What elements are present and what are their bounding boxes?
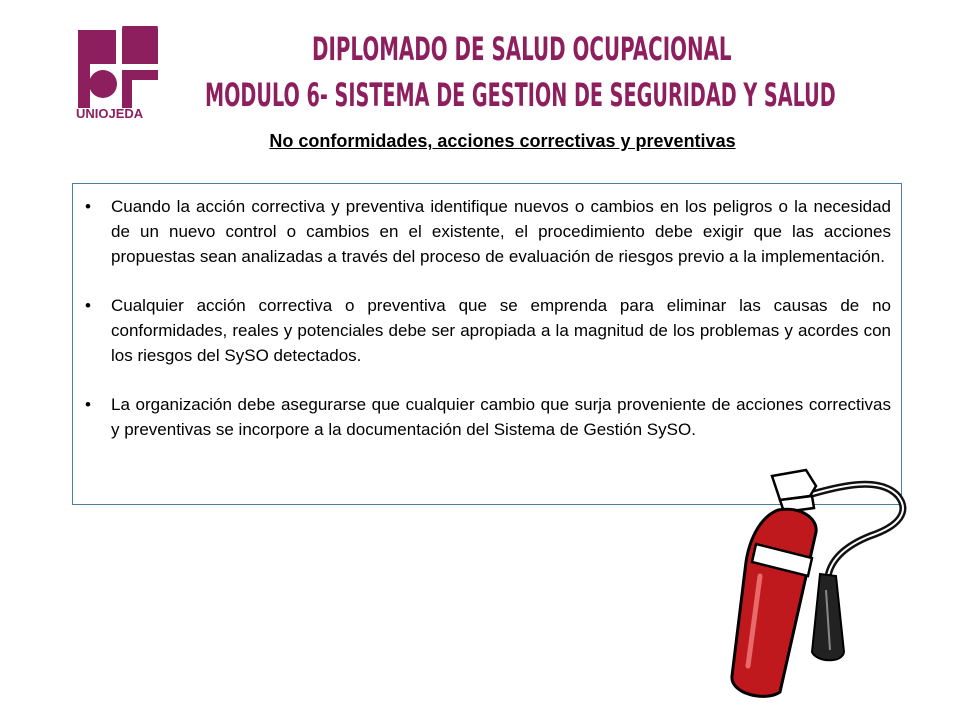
bullet-marker: • xyxy=(85,296,91,315)
page-title-module: MODULO 6- SISTEMA DE GESTION DE SEGURIDAD Y SALUD xyxy=(205,76,836,114)
bullet-marker: • xyxy=(85,197,91,216)
bullet-text: Cuando la acción correctiva y preventiva identifique nuevos o cambios en los peligros o la necesidad de un nuevo control o cambios en el existente, el procedimiento debe exigir que las acciones propuestas sean analizadas a través del proceso de evaluación de riesgos previo a la implementación. xyxy=(111,197,891,266)
fire-extinguisher-icon xyxy=(720,466,910,706)
list-item xyxy=(85,293,891,368)
slide-subtitle: No conformidades, acciones correctivas y preventivas xyxy=(269,131,736,151)
content-box xyxy=(72,183,902,505)
logo-text: UNIOJEDA xyxy=(76,106,144,121)
list-item xyxy=(85,392,891,442)
bullet-text: Cualquier acción correctiva o preventiva que se emprenda para eliminar las causas de no conformidades, reales y potenciales debe ser apropiada a la magnitud de los problemas y acordes con los riesgos del SySO detectados. xyxy=(111,296,891,365)
page-title: DIPLOMADO DE SALUD OCUPACIONAL xyxy=(312,30,732,68)
bullet-text: La organización debe asegurarse que cualquier cambio que surja proveniente de acciones correctivas y preventivas se incorpore a la documentación del Sistema de Gestión SySO. xyxy=(111,395,891,439)
list-item xyxy=(85,194,891,269)
bullet-marker: • xyxy=(85,395,91,414)
